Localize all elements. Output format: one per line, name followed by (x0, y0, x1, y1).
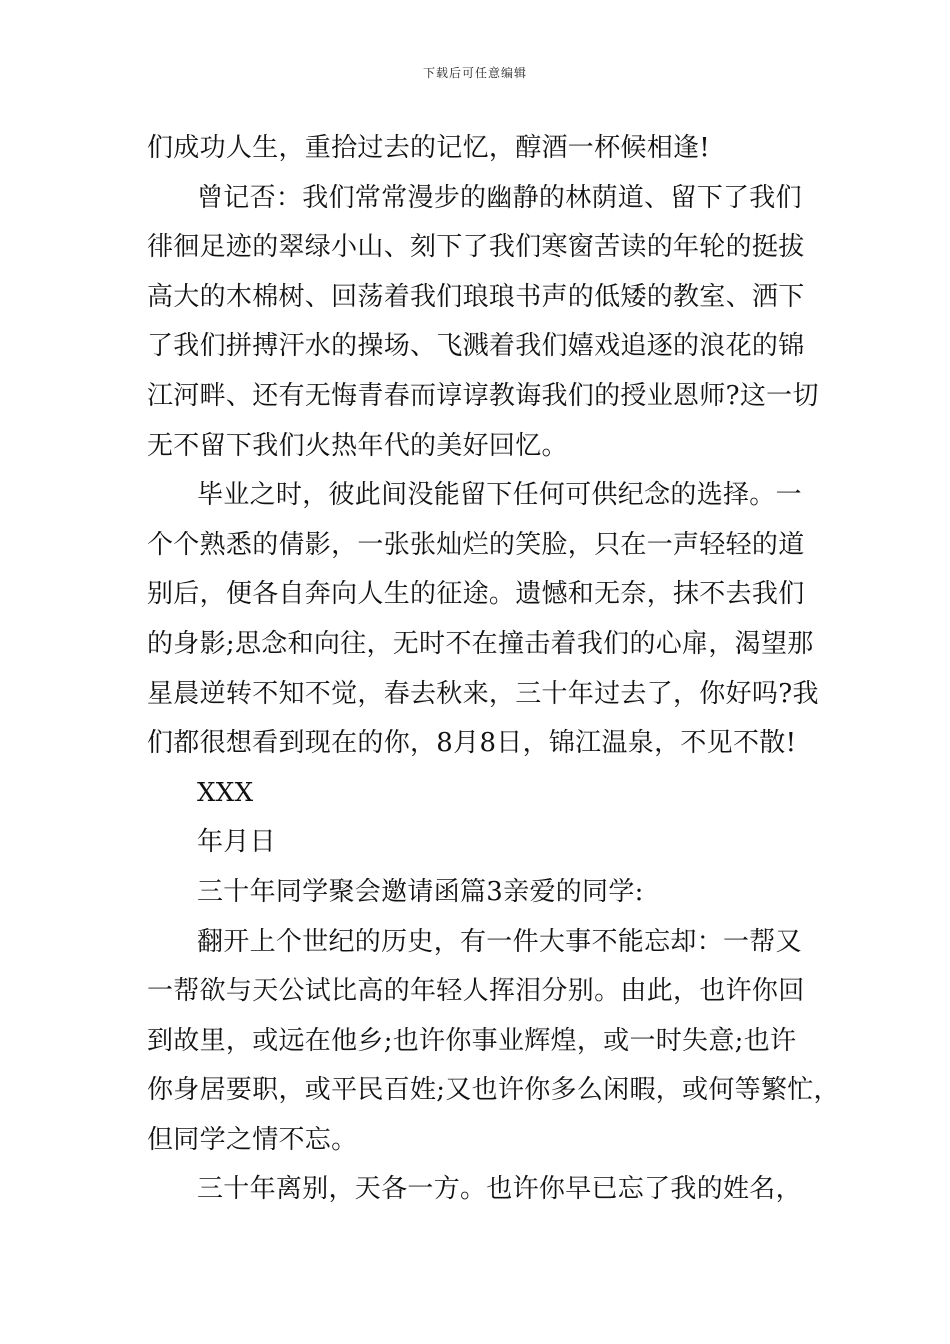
text-line: 曾记否：我们常常漫步的幽静的林荫道、留下了我们 (197, 182, 802, 213)
text-line: 毕业之时，彼此间没能留下任何可供纪念的选择。一 (197, 480, 802, 511)
text-line: 星晨逆转不知不觉，春去秋来，三十年过去了，你好吗?我 (147, 678, 819, 709)
text-line: 到故里，或远在他乡;也许你事业辉煌，或一时失意;也许 (147, 1025, 797, 1056)
text-line: 三十年离别，天各一方。也许你早已忘了我的姓名， (197, 1174, 802, 1205)
text-line: 了我们拼搏汗水的操场、飞溅着我们嬉戏追逐的浪花的锦 (147, 331, 805, 362)
section-heading: 三十年同学聚会邀请函篇3亲爱的同学: (197, 876, 644, 907)
text-line: 个个熟悉的倩影，一张张灿烂的笑脸，只在一声轻轻的道 (147, 529, 805, 560)
page-header: 下载后可任意编辑 (422, 66, 527, 80)
text-line: 徘徊足迹的翠绿小山、刻下了我们寒窗苦读的年轮的挺拔 (147, 232, 805, 263)
text-line: 一帮欲与天公试比高的年轻人挥泪分别。由此，也许你回 (147, 976, 805, 1007)
text-line: 江河畔、还有无悔青春而谆谆教诲我们的授业恩师?这一切 (147, 380, 819, 411)
text-line: 的身影;思念和向往，无时不在撞击着我们的心扉，渴望那 (147, 628, 814, 659)
text-line: 翻开上个世纪的历史，有一件大事不能忘却：一帮又 (197, 926, 802, 957)
text-line: 高大的木棉树、回荡着我们琅琅书声的低矮的教室、洒下 (147, 281, 805, 312)
date-line: 年月日 (197, 827, 276, 858)
text-line: 们都很想看到现在的你，8月8日，锦江温泉，不见不散! (147, 728, 797, 759)
signature-line: XXX (197, 777, 254, 808)
text-line: 你身居要职，或平民百姓;又也许你多么闲暇，或何等繁忙， (147, 1075, 840, 1106)
text-line: 们成功人生，重拾过去的记忆，醇酒一杯候相逢! (147, 133, 711, 163)
text-line: 但同学之情不忘。 (147, 1124, 358, 1155)
text-line: 无不留下我们火热年代的美好回忆。 (147, 430, 568, 461)
document-body (147, 124, 840, 1215)
text-line: 别后，便各自奔向人生的征途。遗憾和无奈，抹不去我们 (147, 579, 805, 610)
